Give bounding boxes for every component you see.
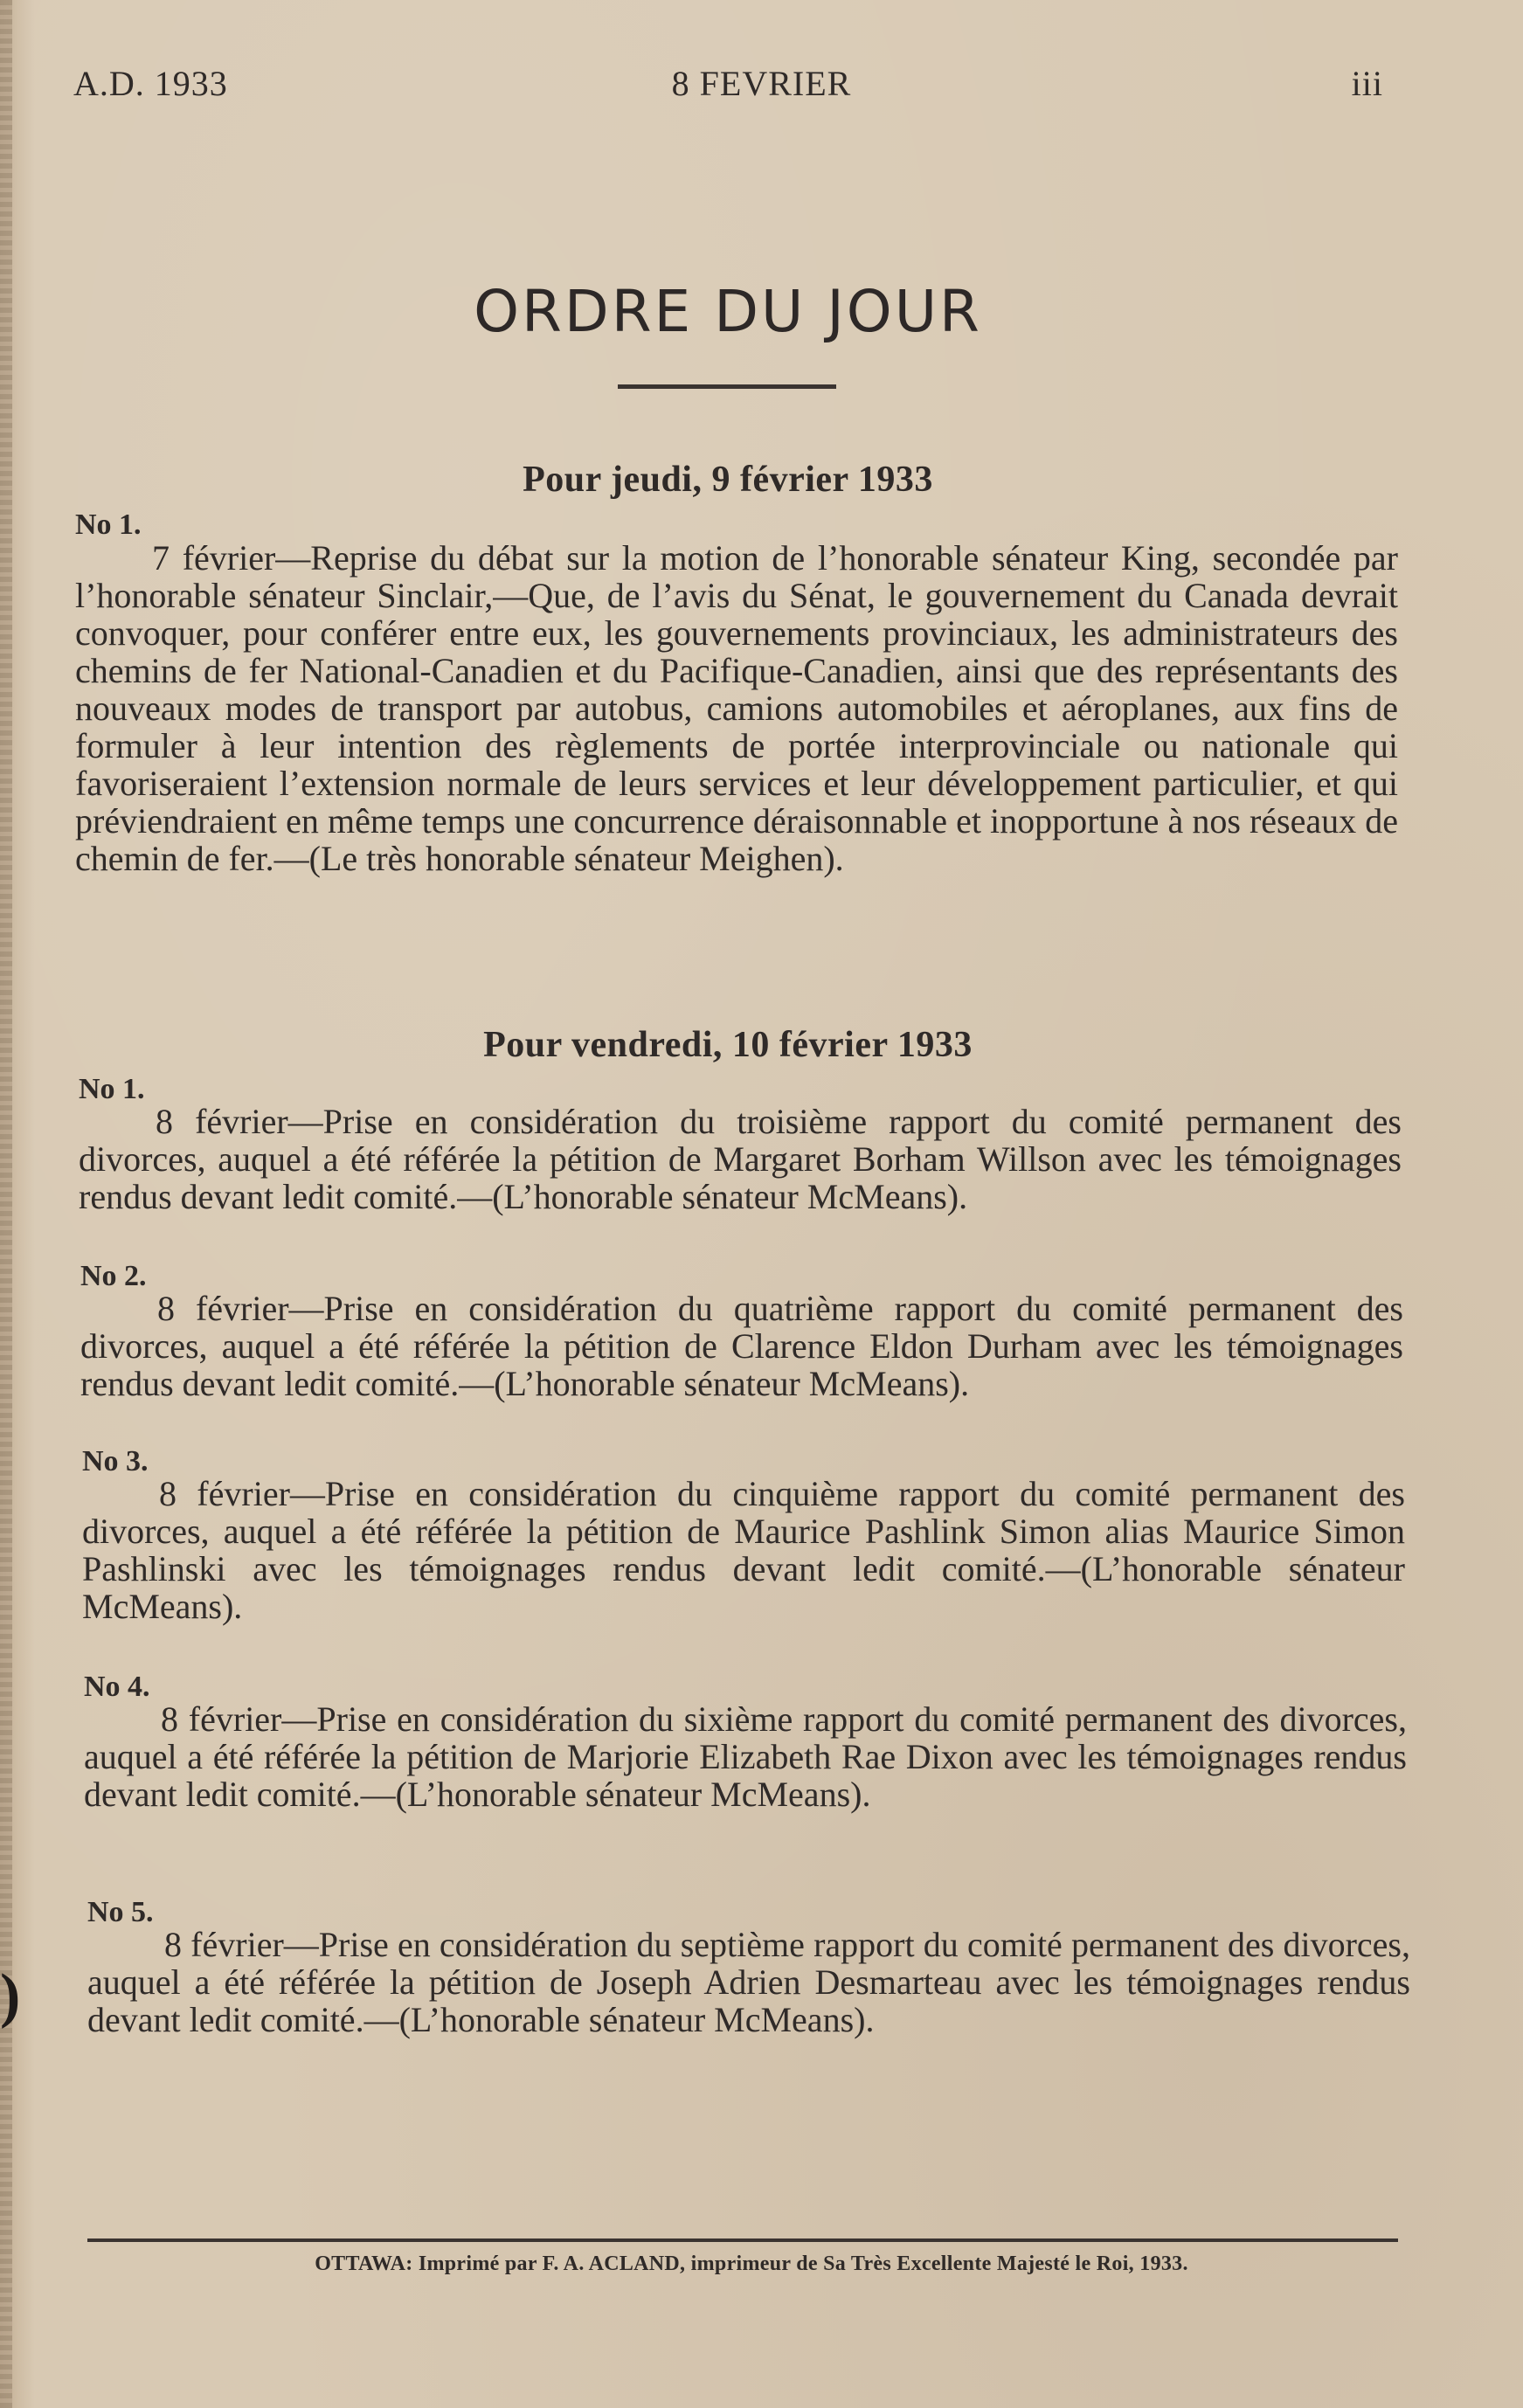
- header-page-number: iii: [1351, 64, 1383, 103]
- section-date-heading: Pour jeudi, 9 février 1933: [523, 460, 933, 500]
- margin-bracket-mark: ): [0, 1962, 21, 2030]
- printer-imprint: OTTAWA: Imprimé par F. A. ACLAND, imprimeur de Sa Très Excellente Majesté le Roi, 1933.: [315, 2252, 1188, 2275]
- binding-edge: [0, 0, 12, 2408]
- section-date-heading: Pour vendredi, 10 février 1933: [483, 1025, 973, 1065]
- item-number: No 1.: [75, 509, 142, 541]
- footer-divider: [87, 2238, 1398, 2242]
- item-number: No 4.: [84, 1671, 150, 1703]
- item-text: 8 février—Prise en considération du septième rapport du comité permanent des divorces, auquel a été référée la pétition de Joseph Adrien Desmarteau avec les témoignages rendus devant ledit comité.—(L’honorable sénateur McMeans).: [87, 1925, 1410, 2039]
- item-number: No 2.: [80, 1260, 147, 1292]
- item-number: No 5.: [87, 1896, 154, 1928]
- item-text: 7 février—Reprise du débat sur la motion de l’honorable sénateur King, secondée par l’honorable sénateur Sinclair,—Que, de l’avis du Sénat, le gouvernement du Canada devrait convoquer, pour conférer entre eux, les gouvernements provinciaux, les administrateurs des chemins de fer National-Canadien et du Pacifique-Canadien, ainsi que des représentants des nouveaux modes de transport par autobus, camions automobiles et aéroplanes, aux fins de formuler à leur intention des règlements de portée interprovinciale ou nationale qui favoriseraient l’extension normale de leurs services et leur développement particulier, et qui préviendraient en même temps une concurrence déraisonnable et inopportune à nos réseaux de chemin de fer.—(Le très honorable sénateur Meighen).: [75, 538, 1398, 878]
- item-number: No 1.: [79, 1073, 145, 1105]
- item-text: 8 février—Prise en considération du quatrième rapport du comité permanent des divorces, auquel a été référée la pétition de Clarence Eldon Durham avec les témoignages rendus devant ledit comité.—(L’honorable sénateur McMeans).: [80, 1289, 1403, 1403]
- item-text: 8 février—Prise en considération du troisième rapport du comité permanent des divorces, auquel a été référée la pétition de Margaret Borham Willson avec les témoignages rendus devant ledit comité.—(L’honorable sénateur McMeans).: [79, 1102, 1402, 1216]
- header-date: 8 FEVRIER: [671, 64, 852, 103]
- item-number: No 3.: [82, 1445, 149, 1477]
- title-divider: [618, 384, 836, 389]
- header-year: A.D. 1933: [73, 64, 228, 103]
- page-title: ORDRE DU JOUR: [474, 278, 982, 345]
- item-text: 8 février—Prise en considération du sixième rapport du comité permanent des divorces, auquel a été référée la pétition de Marjorie Elizabeth Rae Dixon avec les témoignages rendus devant ledit comité.—(L’honorable sénateur McMeans).: [84, 1699, 1407, 1814]
- item-text: 8 février—Prise en considération du cinquième rapport du comité permanent des divorces, auquel a été référée la pétition de Maurice Pashlink Simon alias Maurice Simon Pashlinski avec les témoignages rendus devant ledit comité.—(L’honorable sénateur McMeans).: [82, 1474, 1405, 1626]
